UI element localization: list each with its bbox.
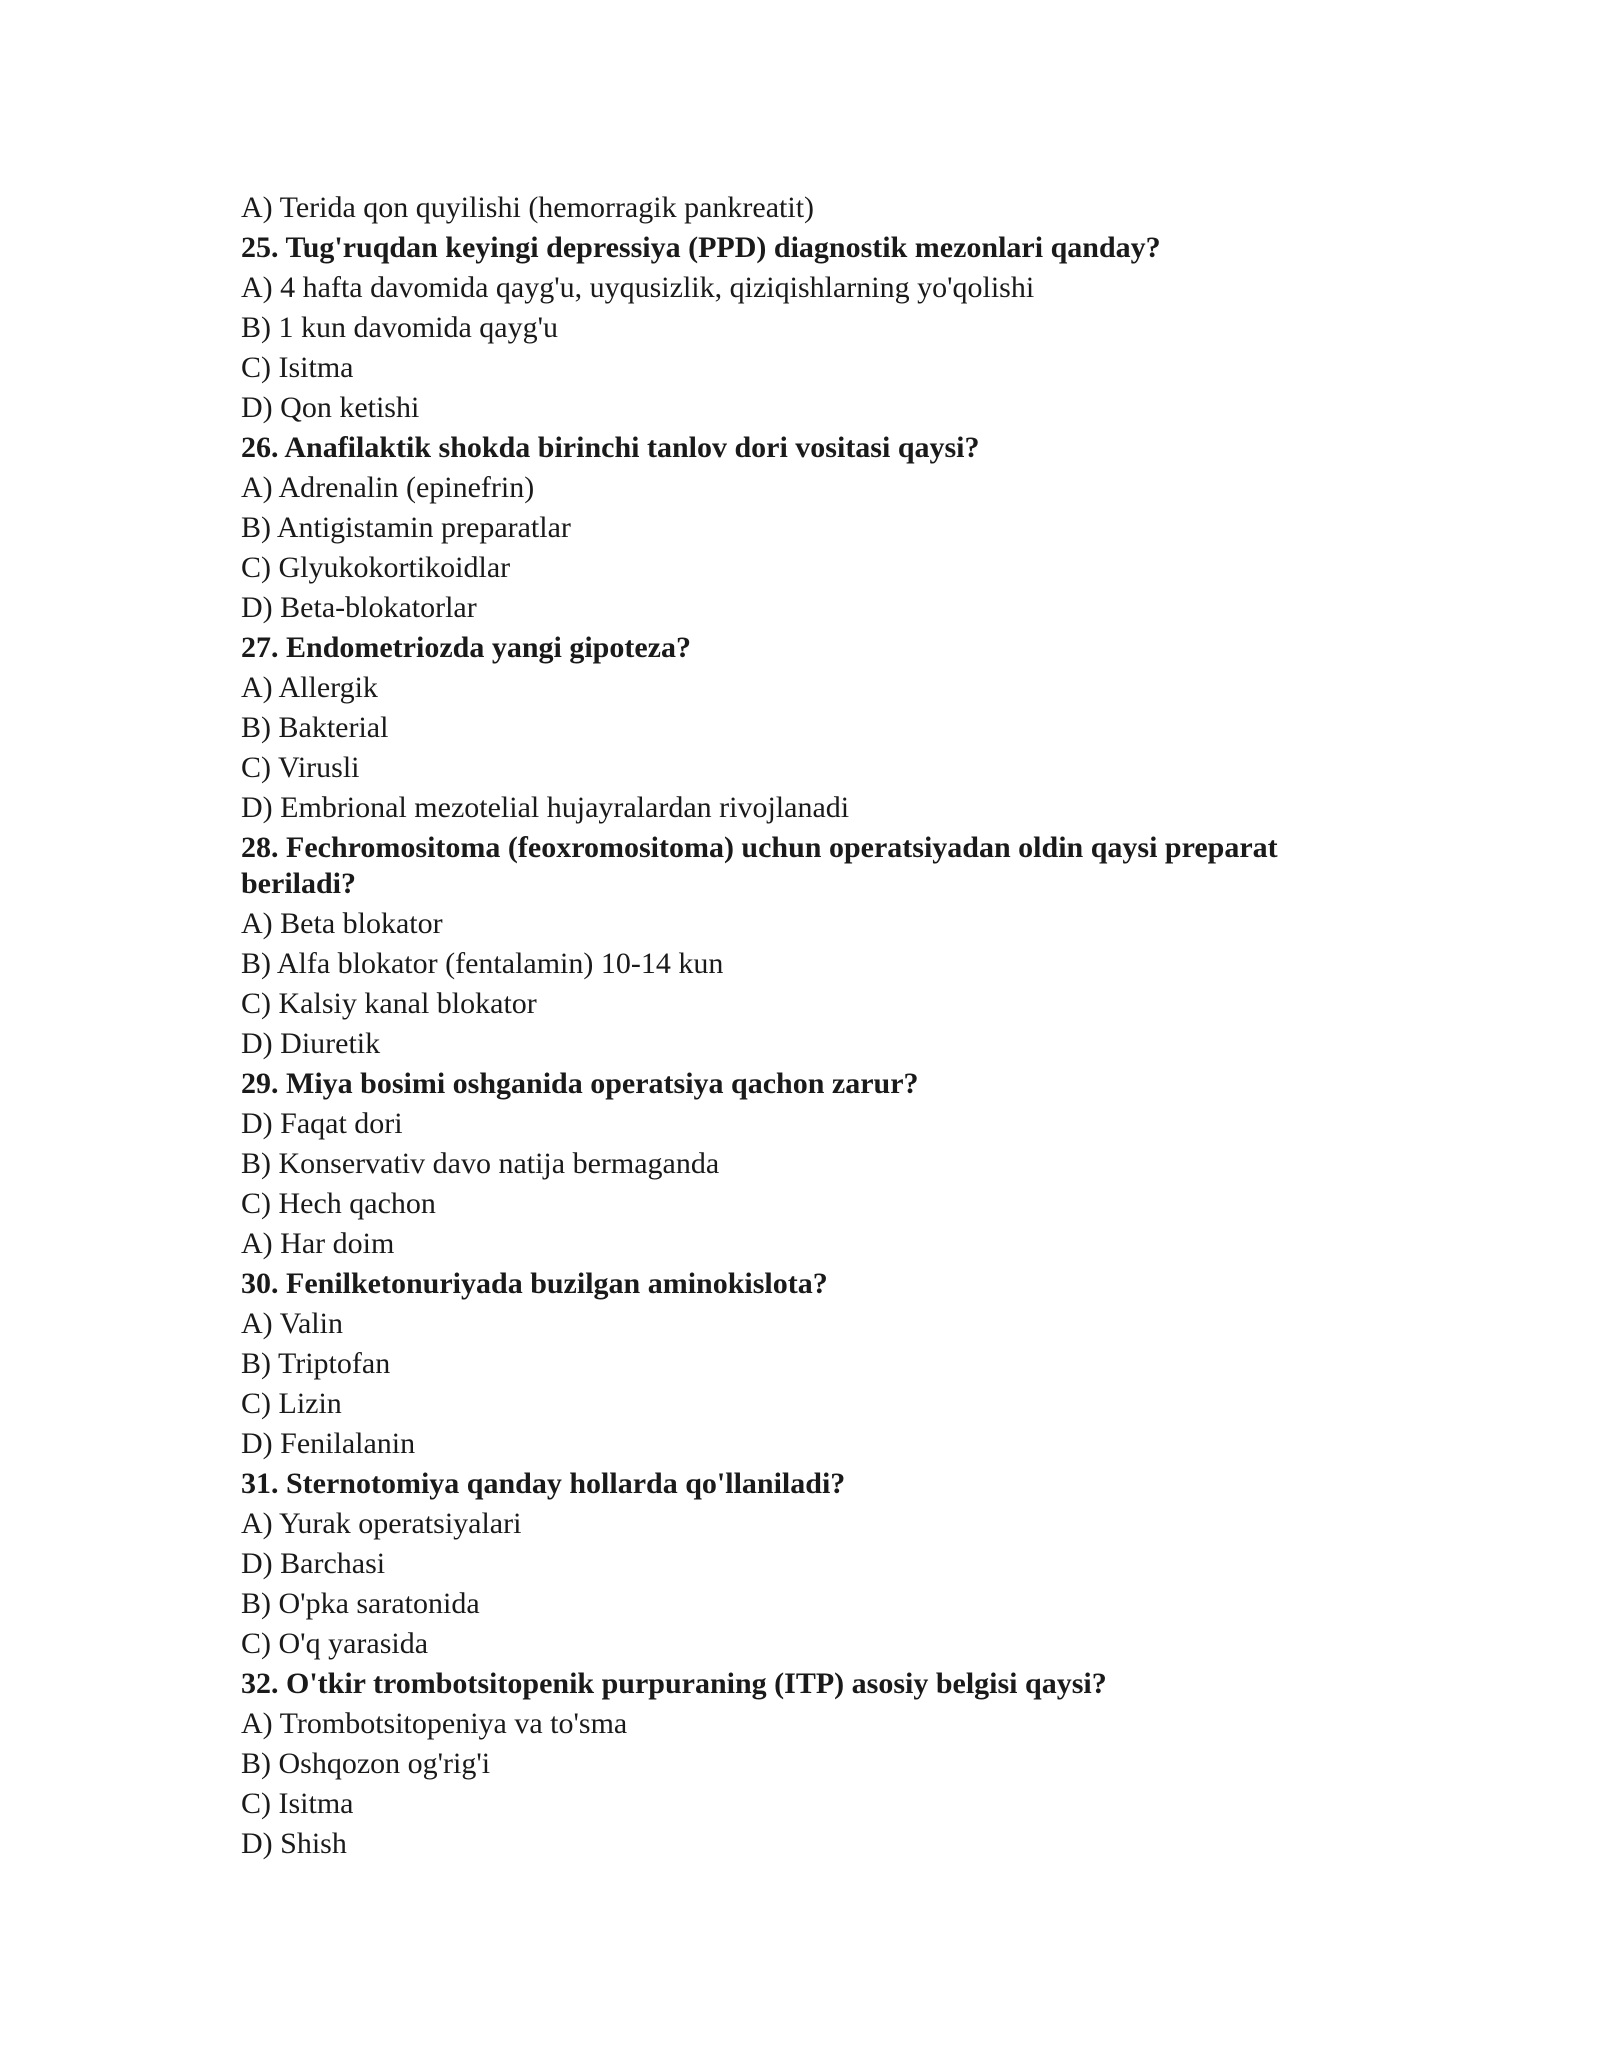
option-text: A) Beta blokator (241, 907, 443, 940)
option-text: B) O'pka saratonida (241, 1587, 480, 1620)
option-text: A) 4 hafta davomida qayg'u, uyqusizlik, qiziqishlarning yo'qolishi (241, 271, 1035, 304)
question-32: 32. O'tkir trombotsitopenik purpuraning (ITP) asosiy belgisi qaysi? (241, 1667, 1107, 1700)
question-31: 31. Sternotomiya qanday hollarda qo'llaniladi? (241, 1467, 846, 1500)
option-text: D) Diuretik (241, 1027, 381, 1060)
option-text: D) Embrional mezotelial hujayralardan rivojlanadi (241, 791, 850, 824)
option-text: A) Trombotsitopeniya va to'sma (241, 1707, 628, 1740)
option-text: C) O'q yarasida (241, 1627, 429, 1660)
option-text: D) Barchasi (241, 1547, 386, 1580)
option-text: B) 1 kun davomida qayg'u (241, 311, 559, 344)
question-29: 29. Miya bosimi oshganida operatsiya qachon zarur? (241, 1067, 919, 1100)
option-text: D) Shish (241, 1827, 347, 1860)
option-text: C) Lizin (241, 1387, 342, 1420)
question-27: 27. Endometriozda yangi gipoteza? (241, 631, 691, 664)
option-text: A) Adrenalin (epinefrin) (241, 471, 535, 504)
option-text: C) Isitma (241, 351, 354, 384)
option-text: B) Bakterial (241, 711, 389, 744)
option-text: D) Beta-blokatorlar (241, 591, 477, 624)
option-text: C) Kalsiy kanal blokator (241, 987, 537, 1020)
option-text: B) Konservativ davo natija bermaganda (241, 1147, 720, 1180)
option-text: B) Triptofan (241, 1347, 391, 1380)
option-text: B) Alfa blokator (fentalamin) 10-14 kun (241, 947, 724, 980)
option-text: A) Valin (241, 1307, 343, 1340)
question-26: 26. Anafilaktik shokda birinchi tanlov dori vositasi qaysi? (241, 431, 980, 464)
option-text: B) Oshqozon og'rig'i (241, 1747, 491, 1780)
document-content (241, 188, 1361, 1864)
option-text: D) Qon ketishi (241, 391, 420, 424)
option-text: A) Allergik (241, 671, 378, 704)
question-28: 28. Fechromositoma (feoxromositoma) uchun operatsiyadan oldin qaysi preparat beriladi? (241, 831, 1278, 900)
option-text: A) Terida qon quyilishi (hemorragik pankreatit) (241, 191, 815, 224)
option-text: B) Antigistamin preparatlar (241, 511, 571, 544)
option-text: C) Glyukokortikoidlar (241, 551, 511, 584)
option-text: C) Hech qachon (241, 1187, 436, 1220)
question-30: 30. Fenilketonuriyada buzilgan aminokislota? (241, 1267, 828, 1300)
option-text: A) Har doim (241, 1227, 395, 1260)
option-text: C) Virusli (241, 751, 360, 784)
question-25: 25. Tug'ruqdan keyingi depressiya (PPD) diagnostik mezonlari qanday? (241, 231, 1161, 264)
option-text: C) Isitma (241, 1787, 354, 1820)
option-text: D) Fenilalanin (241, 1427, 416, 1460)
option-text: A) Yurak operatsiyalari (241, 1507, 522, 1540)
option-text: D) Faqat dori (241, 1107, 403, 1140)
